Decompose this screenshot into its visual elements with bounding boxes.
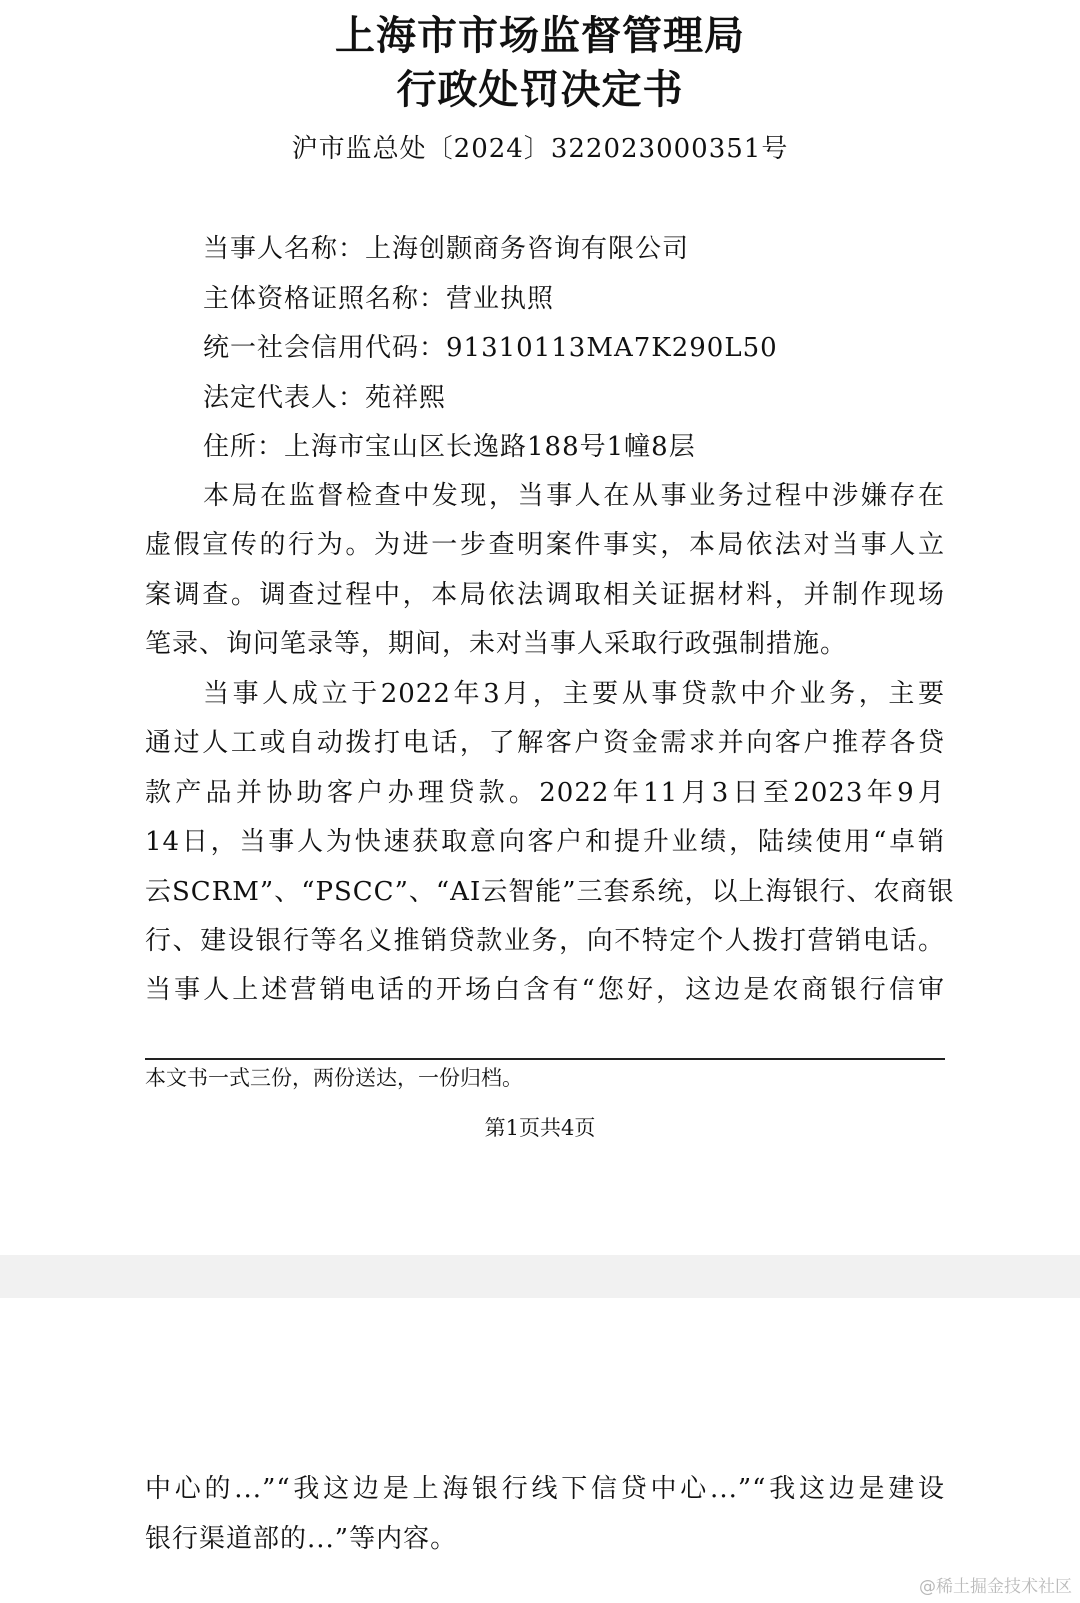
- paragraph-line: 当事人成立于2022年3月，主要从事贷款中介业务，主要: [203, 679, 945, 709]
- paragraph-line: 笔录、询问笔录等，期间，未对当事人采取行政强制措施。: [145, 629, 848, 659]
- paragraph-line: 案调查。调查过程中，本局依法调取相关证据材料，并制作现场: [145, 580, 945, 610]
- paragraph-line: 款产品并协助客户办理贷款。2022年11月3日至2023年9月: [145, 778, 945, 808]
- paragraph-line: 银行渠道部的...”等内容。: [145, 1524, 458, 1554]
- document-number: 沪市监总处〔2024〕322023000351号: [291, 134, 789, 164]
- footer-divider: [145, 1058, 945, 1060]
- legal-representative: 法定代表人：苑祥熙: [203, 383, 447, 413]
- paragraph-line: 云SCRM”、“PSCC”、“AI云智能”三套系统，以上海银行、农商银: [145, 877, 955, 907]
- watermark: @稀土掘金技术社区: [919, 1577, 1072, 1597]
- paragraph-line: 通过人工或自动拨打电话，了解客户资金需求并向客户推荐各贷: [145, 728, 945, 758]
- address: 住所：上海市宝山区长逸路188号1幢8层: [203, 432, 696, 462]
- page-separator: [0, 1255, 1080, 1298]
- paragraph-line: 本局在监督检查中发现，当事人在从事业务过程中涉嫌存在: [203, 481, 945, 511]
- document-title: 上海市市场监督管理局: [335, 12, 745, 59]
- paragraph-line: 虚假宣传的行为。为进一步查明案件事实，本局依法对当事人立: [145, 530, 945, 560]
- credit-code: 统一社会信用代码：91310113MA7K290L50: [203, 333, 778, 363]
- license-type: 主体资格证照名称：营业执照: [203, 284, 555, 314]
- footer-note: 本文书一式三份，两份送达，一份归档。: [145, 1066, 523, 1090]
- paragraph-line: 14日，当事人为快速获取意向客户和提升业绩，陆续使用“卓销: [145, 827, 945, 857]
- paragraph-line: 中心的...”“我这边是上海银行线下信贷中心...”“我这边是建设: [145, 1474, 945, 1504]
- paragraph-line: 行、建设银行等名义推销贷款业务，向不特定个人拨打营销电话。: [145, 926, 945, 956]
- page-number: 第1页共4页: [484, 1116, 596, 1140]
- document-subtitle: 行政处罚决定书: [396, 66, 684, 113]
- party-name: 当事人名称：上海创颢商务咨询有限公司: [203, 234, 690, 264]
- paragraph-line: 当事人上述营销电话的开场白含有“您好，这边是农商银行信审: [145, 975, 945, 1005]
- document-page-2: [0, 1298, 1080, 1603]
